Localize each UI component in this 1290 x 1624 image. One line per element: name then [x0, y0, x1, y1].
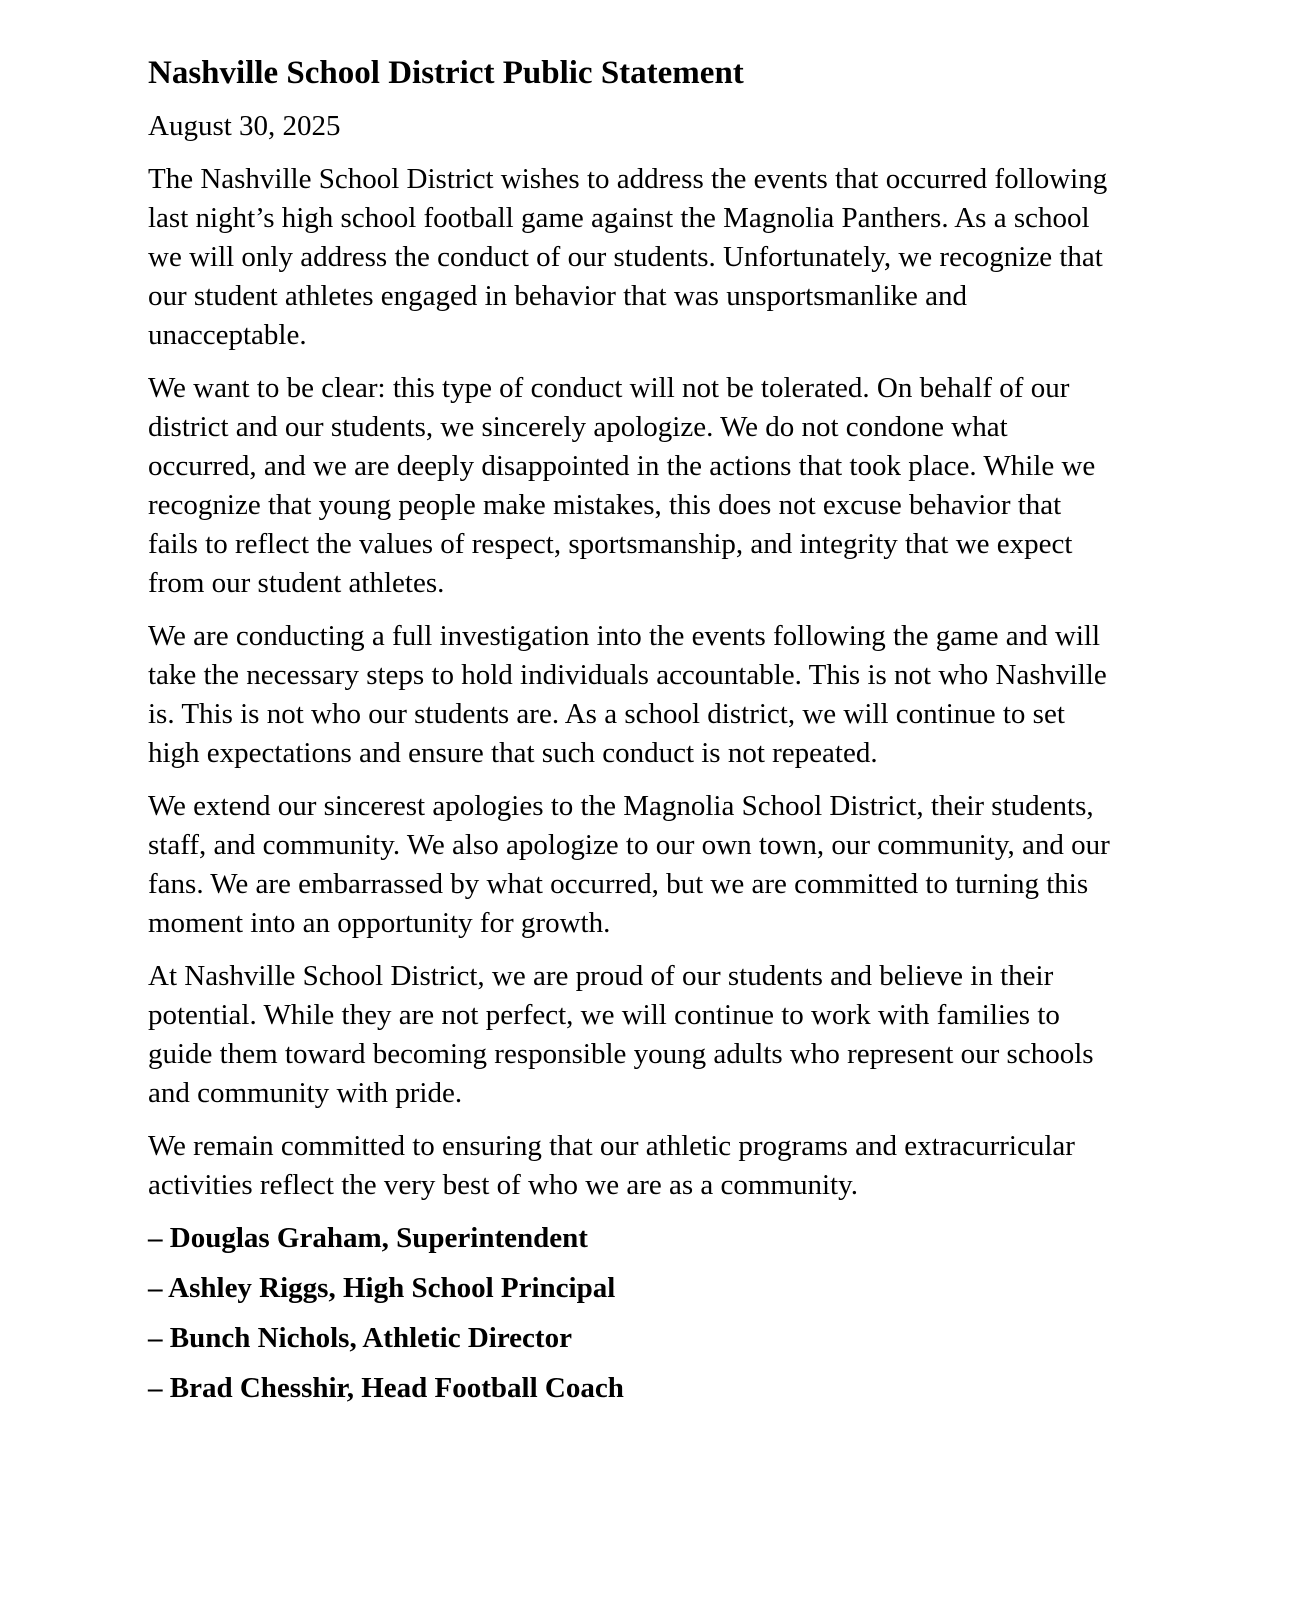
document-title: Nashville School District Public Statement — [148, 55, 744, 91]
paragraph-commitment: We remain committed to ensuring that our athletic programs and extracurricular activities reflect the very best of who we are as a community. — [148, 1130, 1075, 1201]
paragraph-apology: We want to be clear: this type of conduct will not be tolerated. On behalf of our district and our students, we sincerely apologize. We do not condone what occurred, and we are deeply disappointed in the actions that took place. While we recognize that young people make mistakes, this does not excuse behavior that fails to reflect the values of respect, sportsmanship, and integrity that we expect from our student athletes. — [148, 372, 1096, 599]
signature-athletic-director: – Bunch Nichols, Athletic Director — [148, 1322, 572, 1354]
signature-head-coach: – Brad Chesshir, Head Football Coach — [148, 1372, 624, 1404]
paragraph-apology-to-magnolia: We extend our sincerest apologies to the Magnolia School District, their students, staff, and community. We also apologize to our own town, our community, and our fans. We are embarrassed by what occurred, but we are committed to turning this moment into an opportunity for growth. — [148, 790, 1110, 939]
signature-principal: – Ashley Riggs, High School Principal — [148, 1272, 616, 1304]
paragraph-investigation: We are conducting a full investigation into the events following the game and will take the necessary steps to hold individuals accountable. This is not who Nashville is. This is not who our students are. As a school district, we will continue to set high expectations and ensure that such conduct is not repeated. — [148, 620, 1107, 769]
document-date: August 30, 2025 — [148, 110, 341, 142]
paragraph-incident-summary: The Nashville School District wishes to address the events that occurred following last night’s high school football game against the Magnolia Panthers. As a school we will only address the conduct of our students. Unfortunately, we recognize that our student athletes engaged in behavior that was unsportsmanlike and unacceptable. — [148, 163, 1108, 351]
paragraph-student-pride: At Nashville School District, we are proud of our students and believe in their potential. While they are not perfect, we will continue to work with families to guide them toward becoming responsible young adults who represent our schools and community with pride. — [148, 960, 1094, 1109]
signature-superintendent: – Douglas Graham, Superintendent — [148, 1222, 588, 1254]
